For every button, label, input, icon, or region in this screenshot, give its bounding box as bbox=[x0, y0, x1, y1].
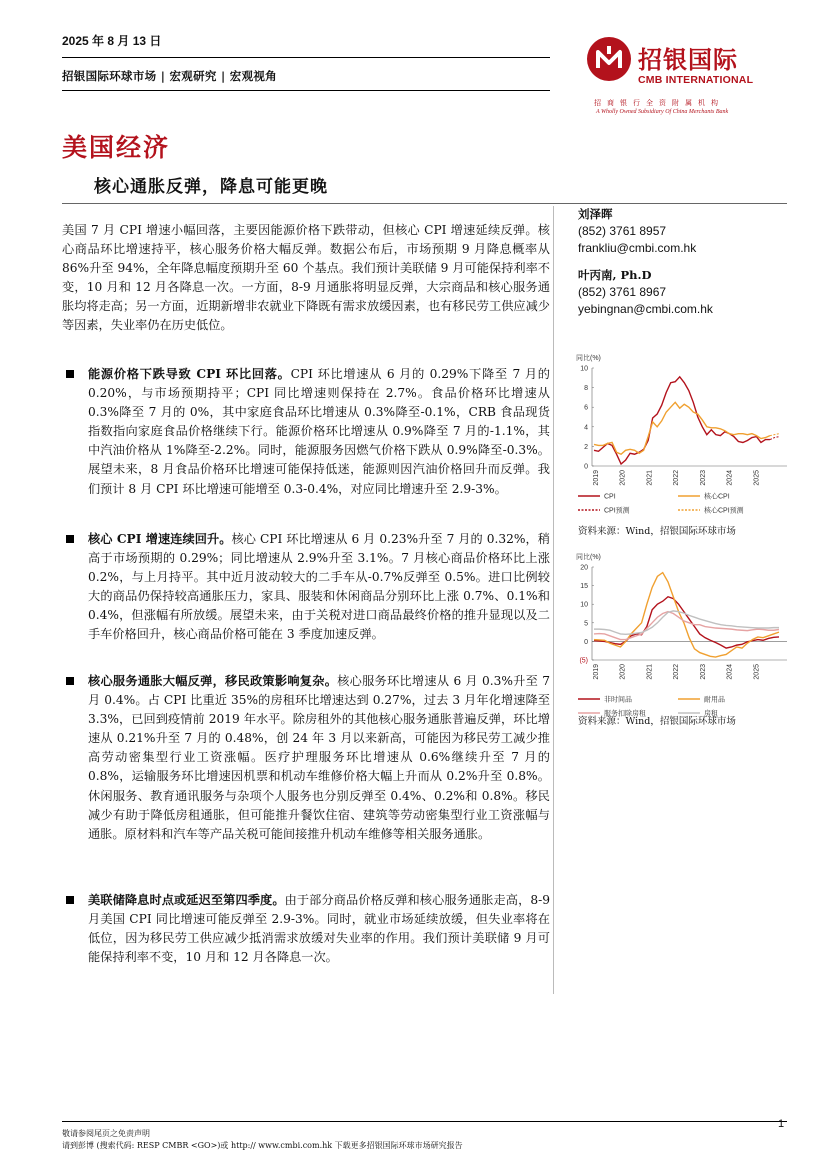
series-line bbox=[770, 434, 779, 436]
x-tick-label: 2025 bbox=[753, 664, 761, 680]
bullet-body: 核心服务环比增速从 6 月 0.3%升至 7 月 0.4%。占 CPI 比重近 35%的房租环比增速达到 0.27%，过去 3 月年化增速降至 3.3%，已回到疫情前 2019 年水平。除房租外的其他核心服务通胀普遍反弹，环比增速从 0.21%升至 7 月的 0.48%，创 24 年 3 月以来新高，可能因为移民劳工减少推高劳动密集型行业工资涨幅。医疗护理服务环比增速从 0.6%继续升至 7 月的 0.8%，运输服务环比增速因机票和机动车维修价格大幅上升而从 0.2%升至 0.8%。休闲服务、教育通讯服务与杂项个人服务也分别反弹至 0.4%、0.2%和 0.8%。移民减少有助于降低房租通胀，但可能推升餐饮住宿、建筑等劳动密集型行业工资涨幅与通胀。原材料和汽车等产品关税可能间接推升机动车维修等相关服务通胀。 bbox=[88, 674, 550, 841]
chart-source: 资料来源：Wind，招银国际环球市场 bbox=[578, 716, 736, 727]
author-phone: (852) 3761 8967 bbox=[578, 285, 667, 299]
logo-text-en: CMB INTERNATIONAL bbox=[638, 74, 754, 86]
y-tick-label: 0 bbox=[584, 463, 588, 471]
header-divider bbox=[62, 57, 550, 58]
cmbi-logo-mark-icon bbox=[586, 36, 632, 82]
legend-label: 耐用品 bbox=[704, 696, 725, 704]
y-tick-label: 0 bbox=[584, 638, 588, 646]
x-tick-label: 2025 bbox=[753, 470, 761, 486]
x-tick-label: 2023 bbox=[699, 470, 707, 486]
bullet-body: 由于部分商品价格反弹和核心服务通胀走高，8-9 月美国 CPI 同比增速可能反弹至 2.9-3%。同时，就业市场延续放缓，但失业率将在低位，因为移民劳工供应减少抵消需求放缓对失业率的作用。我们预计美联储 9 月可能保持利率不变，10 月和 12 月各降息一次。 bbox=[88, 893, 550, 965]
bullet-lead: 美联储降息时点或延迟至第四季度。 bbox=[88, 893, 285, 907]
footer-contact[interactable]: 请到彭博 (搜索代码: RESP CMBR <GO>)或 http:// www.cmbi.com.hk 下载更多招银国际环球市场研究报告 bbox=[62, 1141, 463, 1150]
headline: 核心通胀反弹，降息可能更晚 bbox=[94, 177, 328, 197]
bullet-lead: 核心 CPI 增速连续回升。 bbox=[88, 532, 232, 546]
x-tick-label: 2022 bbox=[673, 664, 681, 680]
bullet-lead: 能源价格下跌导致 CPI 环比回落。 bbox=[88, 367, 291, 381]
legend-label: CPI bbox=[604, 493, 616, 501]
authors bbox=[578, 206, 713, 318]
series-line bbox=[594, 377, 770, 464]
x-tick-label: 2023 bbox=[699, 664, 707, 680]
y-tick-label: 20 bbox=[580, 564, 588, 572]
y-tick-label: 10 bbox=[580, 601, 588, 609]
section-title: 美国经济 bbox=[62, 133, 171, 162]
legend-label: 服务扣除房租 bbox=[604, 710, 646, 718]
legend-label: 房租 bbox=[704, 710, 718, 718]
author-name: 刘泽晖 bbox=[578, 207, 613, 221]
bullet-square-icon bbox=[66, 535, 74, 543]
cpi-chart bbox=[572, 350, 792, 520]
author-phone: (852) 3761 8957 bbox=[578, 224, 667, 238]
y-tick-label: 8 bbox=[584, 385, 588, 393]
legend-label: 非时间品 bbox=[604, 696, 632, 704]
bullet-energy bbox=[62, 365, 550, 525]
legend-label: 核心CPI bbox=[704, 493, 730, 501]
bullet-text bbox=[88, 672, 550, 844]
bullet-core-services bbox=[62, 672, 550, 882]
x-tick-label: 2024 bbox=[726, 470, 734, 486]
chart-source: 资料来源：Wind，招银国际环球市场 bbox=[578, 526, 736, 537]
author-email[interactable]: frankliu@cmbi.com.hk bbox=[578, 241, 697, 255]
column-divider bbox=[553, 206, 554, 994]
bullet-fed bbox=[62, 891, 550, 991]
bullet-square-icon bbox=[66, 370, 74, 378]
series-line bbox=[770, 437, 779, 440]
x-tick-label: 2019 bbox=[593, 470, 600, 486]
logo-subtitle-en: A Wholly Owned Subsidiary Of China Merchants Bank bbox=[596, 109, 729, 115]
report-date: 2025 年 8 月 13 日 bbox=[62, 34, 162, 48]
y-tick-label: 4 bbox=[584, 424, 588, 432]
bullet-text bbox=[88, 365, 550, 499]
cmbi-logo bbox=[586, 36, 786, 126]
bullet-body: CPI 环比增速从 6 月的 0.29%下降至 7 月的 0.20%，与市场预期持平；CPI 同比增速则保持在 2.7%。食品价格环比增速从 0.3%降至 7 月的 0%，其中家庭食品环比增速从 0.3%降至-0.1%，CRB 食品现货指数指向家庭食品价格继续下行。能源价格环比增速从 0.9%降至 7 月的-1.1%，其中汽油价格从 1%降至-2.2%。同时，能源服务因燃气价格下跌从 0.9%降至-0.3%。展望未来，8 月食品价格环比增速可能保持低迷，能源则因汽油价格回升而反弹。我们预计 8 月 CPI 环比增速可能增至 0.3-0.4%，对应同比增速升至 2.9-3%。 bbox=[88, 367, 550, 496]
y-tick-label: (5) bbox=[579, 657, 588, 665]
author-email[interactable]: yebingnan@cmbi.com.hk bbox=[578, 302, 713, 316]
bullet-text bbox=[88, 530, 550, 645]
title-divider bbox=[62, 203, 787, 204]
logo-text-cn: 招银国际 bbox=[638, 45, 738, 74]
breadcrumb: 招银国际环球市场 | 宏观研究 | 宏观视角 bbox=[62, 69, 277, 83]
x-tick-label: 2020 bbox=[619, 664, 627, 680]
y-tick-label: 2 bbox=[584, 443, 588, 451]
y-tick-label: 6 bbox=[584, 404, 588, 412]
core-components-chart bbox=[572, 554, 792, 718]
chart-ylabel: 同比(%) bbox=[576, 554, 601, 561]
intro-paragraph: 美国 7 月 CPI 增速小幅回落，主要因能源价格下跌带动，但核心 CPI 增速延续反弹。核心商品环比增速持平，核心服务价格大幅反弹。数据公布后，市场预期 9 月降息概率从 86%升至 94%，全年降息幅度预期升至 60 个基点。我们预计美联储 9 月可能保持利率不变，10 月和 12 月各降息一次。一方面，8-9 月通胀将明显反弹，大宗商品和核心服务通胀均将走高；另一方面，近期新增非农就业下降既有需求放缓因素，也有移民劳工供应减少等因素，失业率仍在历史低位。 bbox=[62, 223, 550, 333]
series-line bbox=[594, 402, 770, 454]
logo-subtitle-cn: 招商银行全资附属机构 bbox=[594, 99, 724, 107]
bullet-body: 核心 CPI 环比增速从 6 月 0.23%升至 7 月的 0.32%，稍高于市场预期的 0.29%；同比增速从 2.9%升至 3.1%。7 月核心商品价格环比上涨 0.2%，与上月持平。其中近月波动较大的二手车从-0.7%反弹至 0.5%。进口比例较大的商品仍保持较高通胀压力，家具、服装和休闲商品分别环比上涨 0.7%、0.1%和 0.4%，但涨幅有所放缓。展望未来，由于关税对进口商品最终价格的推升显现以及二手车价格回升，核心商品价格可能在 3 季度加速反弹。 bbox=[88, 532, 550, 642]
author-name: 叶丙南, Ph.D bbox=[578, 268, 652, 282]
legend-label: 核心CPI预测 bbox=[704, 507, 744, 515]
chart-ylabel: 同比(%) bbox=[576, 355, 601, 362]
y-tick-label: 5 bbox=[584, 620, 588, 628]
footer-disclaimer[interactable]: 敬请参阅尾页之免责声明 bbox=[62, 1129, 150, 1138]
footer-divider bbox=[62, 1121, 787, 1122]
x-tick-label: 2022 bbox=[673, 470, 681, 486]
y-tick-label: 15 bbox=[580, 583, 588, 591]
header-divider-bottom bbox=[62, 90, 550, 91]
x-tick-label: 2021 bbox=[646, 470, 654, 486]
bullet-core-cpi bbox=[62, 530, 550, 670]
x-tick-label: 2021 bbox=[646, 664, 654, 680]
x-tick-label: 2019 bbox=[593, 664, 600, 680]
legend-label: CPI预测 bbox=[604, 507, 630, 515]
page-number: 1 bbox=[778, 1118, 785, 1130]
y-tick-label: 10 bbox=[580, 365, 588, 373]
x-tick-label: 2024 bbox=[726, 664, 734, 680]
bullet-text bbox=[88, 891, 550, 967]
bullet-lead: 核心服务通胀大幅反弹，移民政策影响复杂。 bbox=[88, 674, 338, 688]
bullet-square-icon bbox=[66, 677, 74, 685]
x-tick-label: 2020 bbox=[619, 470, 627, 486]
bullet-square-icon bbox=[66, 896, 74, 904]
